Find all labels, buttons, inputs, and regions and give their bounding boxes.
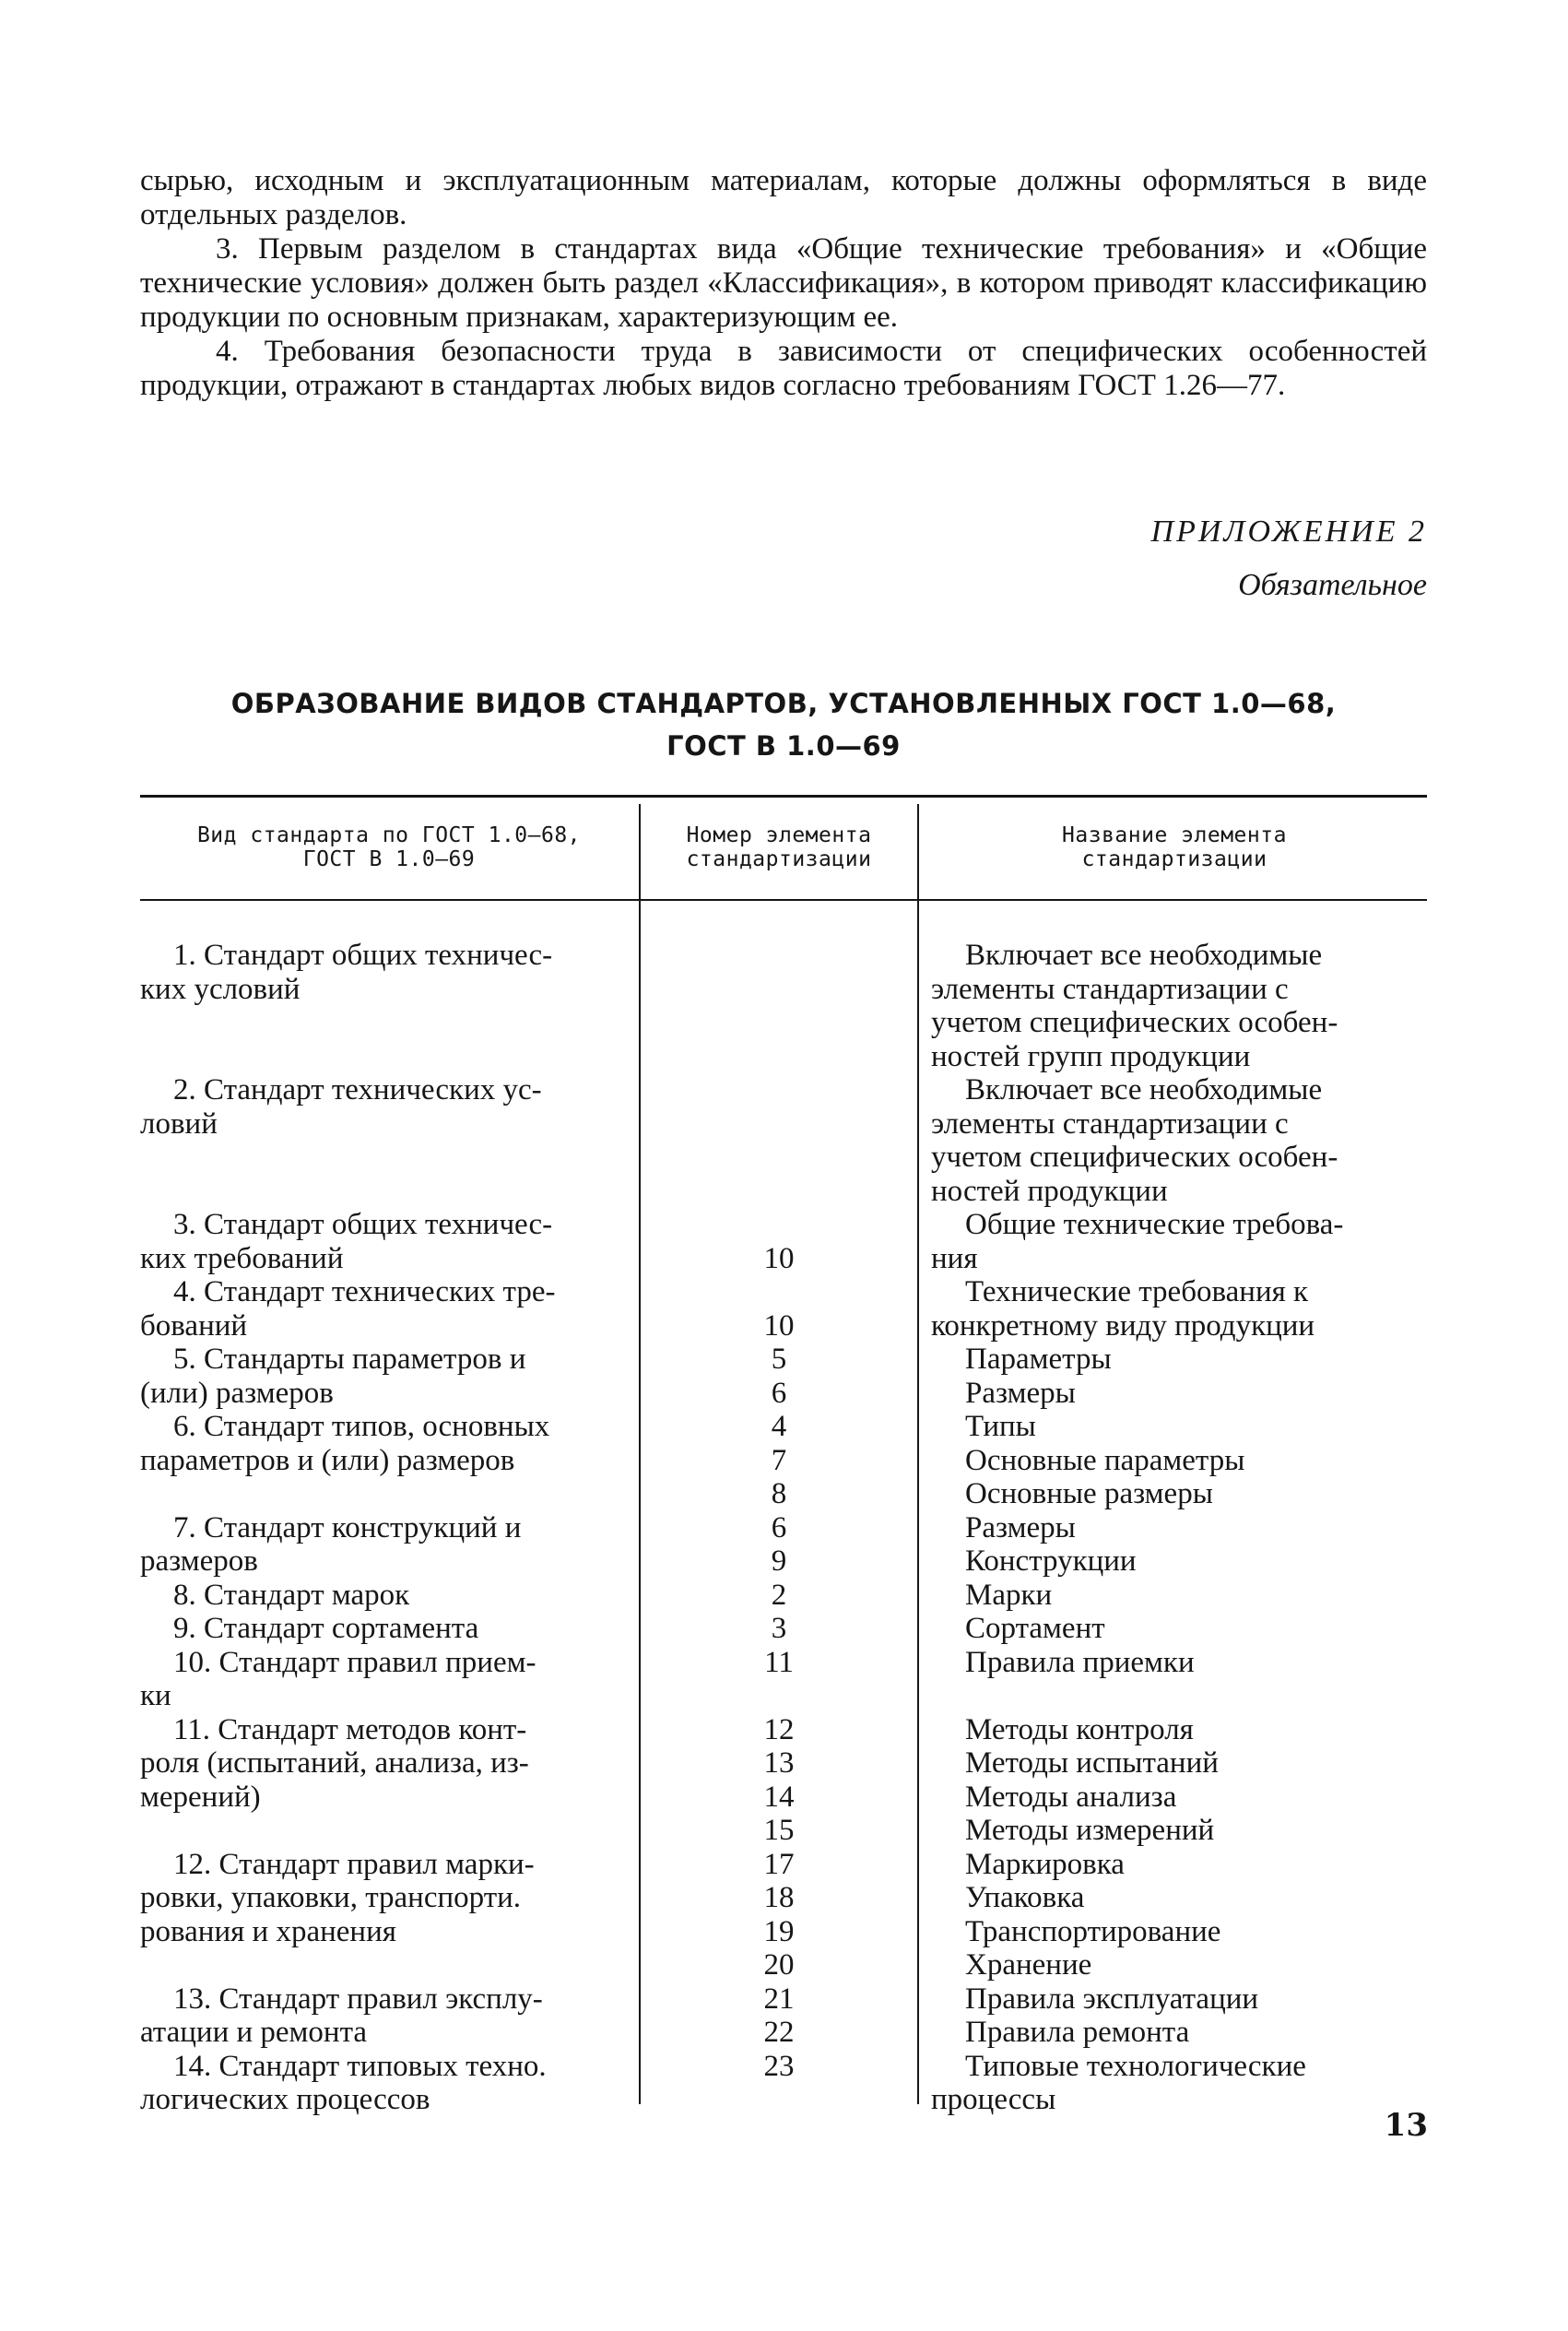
table-cell-kind-line: мерений)	[140, 1780, 261, 1814]
table-cell-name-line: Основные размеры	[965, 1477, 1213, 1510]
table-cell-kind-line	[140, 1175, 629, 1209]
header-number-line-1: Номер элемента	[686, 823, 872, 847]
table-cell-name-line: Методы анализа	[965, 1780, 1177, 1814]
table-cell-number	[645, 1679, 913, 1713]
table-cell-name-line: процессы	[931, 2083, 1056, 2116]
table-cell-number: 4	[771, 1410, 787, 1443]
table-cell-number	[645, 973, 913, 1007]
table-cell-name-line: Методы измерений	[965, 1814, 1215, 1847]
header-number-line-2: стандартизации	[686, 847, 872, 871]
table-cell-number	[645, 1107, 913, 1142]
table-cell-kind-line: 4. Стандарт технических тре-	[173, 1275, 556, 1308]
header-name-line-1: Название элемента	[1062, 823, 1287, 847]
table-cell-kind-line: 14. Стандарт типовых техно.	[173, 2049, 547, 2083]
appendix-status: Обязательное	[1238, 568, 1427, 602]
table-cell-name-line: ностей групп продукции	[931, 1039, 1251, 1073]
table-cell-kind-line: ких требований	[140, 1241, 344, 1275]
table-header-element-number	[643, 823, 915, 871]
table-cell-number: 5	[771, 1343, 787, 1376]
table-column-divider-2	[917, 804, 919, 2104]
table-cell-number	[645, 939, 913, 973]
intro-paragraph-continuation: сырью, исходным и эксплуатационным материалам, которые должны оформляться в виде отдельных разделов.	[140, 164, 1427, 231]
table-cell-kind-line	[140, 1948, 629, 1982]
appendix-heading	[1151, 505, 1427, 612]
table-cell-number: 18	[763, 1881, 795, 1914]
table-cell-number: 6	[771, 1376, 787, 1410]
table-cell-name-line: Сортамент	[965, 1612, 1105, 1645]
header-kind-line-2: ГОСТ В 1.0—69	[302, 847, 476, 871]
appendix-label: ПРИЛОЖЕНИЕ 2	[1150, 515, 1427, 549]
table-cell-name-line: Конструкции	[965, 1544, 1137, 1578]
table-cell-kind-line: логических процессов	[140, 2083, 430, 2116]
table-cell-name-line: Размеры	[965, 1376, 1076, 1410]
table-cell-number: 12	[763, 1712, 795, 1746]
table-cell-number: 7	[771, 1443, 787, 1477]
table-cell-kind-line: рования и хранения	[140, 1914, 396, 1948]
table-cell-name-line: Упаковка	[965, 1881, 1085, 1914]
table-cell-number: 9	[771, 1544, 787, 1578]
table-cell-kind-line: 5. Стандарты параметров и	[173, 1343, 526, 1376]
table-cell-kind-line	[140, 1814, 629, 1848]
table-cell-kind-line: ких условий	[140, 972, 301, 1006]
table-column-divider-1	[639, 804, 641, 2104]
page-number: 13	[1384, 2107, 1428, 2144]
table-cell-kind-line	[140, 1141, 629, 1175]
table-cell-number: 23	[763, 2049, 795, 2083]
section-title-line-1: ОБРАЗОВАНИЕ ВИДОВ СТАНДАРТОВ, УСТАНОВЛЕННЫХ ГОСТ 1.0—68,	[230, 688, 1337, 719]
header-kind-line-1: Вид стандарта по ГОСТ 1.0—68,	[196, 823, 582, 847]
intro-paragraph-3: 3. Первым разделом в стандартах вида «Общие технические требования» и «Общие технические условия» должен быть раздел «Классификация», в котором приводят классификацию продукции по основным признакам, характеризующим ее.	[140, 232, 1427, 334]
table-cell-number: 13	[763, 1746, 795, 1780]
table-cell-name-line: Размеры	[965, 1510, 1076, 1544]
table-cell-name-line: элементы стандартизации с	[931, 972, 1289, 1006]
table-cell-number: 10	[763, 1241, 795, 1275]
table-cell-name-line: Типы	[965, 1410, 1036, 1443]
table-cell-kind-line: (или) размеров	[140, 1376, 334, 1410]
table-cell-kind-line: 7. Стандарт конструкций и	[173, 1510, 522, 1544]
table-cell-kind-line	[140, 1477, 629, 1511]
table-cell-name-line: Маркировка	[965, 1847, 1125, 1881]
table-cell-kind-line: 11. Стандарт методов конт-	[173, 1712, 527, 1746]
table-cell-name-line: элементы стандартизации с	[931, 1106, 1289, 1141]
table-cell-number: 3	[771, 1612, 787, 1645]
table-cell-number	[645, 1040, 913, 1074]
table-cell-kind-line: 9. Стандарт сортамента	[173, 1612, 479, 1645]
table-column-element-name	[931, 939, 1427, 2117]
table-cell-number	[645, 1006, 913, 1040]
table-cell-number: 20	[763, 1948, 795, 1982]
table-cell-kind-line	[140, 1040, 629, 1074]
table-cell-kind-line: параметров и (или) размеров	[140, 1443, 515, 1477]
table-cell-name-line: конкретному виду продукции	[931, 1308, 1315, 1343]
table-cell-kind-line: атации и ремонта	[140, 2016, 368, 2049]
table-cell-number	[645, 1275, 913, 1309]
table-cell-number	[645, 1073, 913, 1107]
table-cell-number	[645, 1208, 913, 1242]
table-cell-kind-line: ловий	[140, 1106, 218, 1141]
table-cell-number: 2	[771, 1578, 787, 1612]
table-cell-name-line	[931, 1679, 1427, 1713]
table-cell-number: 8	[771, 1477, 787, 1510]
header-name-line-2: стандартизации	[1081, 847, 1267, 871]
table-cell-name-line: Включает все необходимые	[965, 1073, 1323, 1106]
table-cell-name-line: ностей продукции	[931, 1174, 1168, 1208]
intro-paragraph-4: 4. Требования безопасности труда в зависимости от специфических особенностей продукции, отражают в стандартах любых видов согласно требованиям ГОСТ 1.26—77.	[140, 335, 1427, 402]
intro-text	[140, 164, 1427, 403]
section-title	[140, 682, 1427, 767]
table-cell-number: 6	[771, 1510, 787, 1544]
table-cell-name-line: Типовые технологические	[965, 2049, 1306, 2083]
table-cell-name-line: Хранение	[965, 1948, 1092, 1982]
table-cell-kind-line	[140, 1006, 629, 1040]
table-cell-name-line: Общие технические требова-	[965, 1208, 1344, 1241]
table-cell-number: 11	[764, 1645, 794, 1679]
table-cell-name-line: Правила приемки	[965, 1645, 1195, 1679]
table-cell-kind-line: роля (испытаний, анализа, из-	[140, 1746, 529, 1780]
table-cell-name-line: ния	[931, 1241, 978, 1275]
table-cell-number: 10	[763, 1308, 795, 1343]
table-cell-name-line: Методы испытаний	[965, 1746, 1219, 1780]
table-cell-kind-line: 8. Стандарт марок	[173, 1578, 410, 1612]
table-cell-kind-line: 13. Стандарт правил эксплу-	[173, 1982, 543, 2016]
table-cell-kind-line: 10. Стандарт правил прием-	[173, 1645, 536, 1679]
table-cell-kind-line: ки	[140, 1679, 171, 1712]
table-cell-number: 22	[763, 2016, 795, 2049]
table-cell-name-line: Включает все необходимые	[965, 939, 1323, 972]
table-cell-number: 21	[763, 1982, 795, 2016]
table-cell-number: 15	[763, 1814, 795, 1847]
table-cell-name-line: учетом специфических особен-	[931, 1006, 1338, 1039]
table-cell-kind-line: 6. Стандарт типов, основных	[173, 1410, 550, 1443]
table-cell-kind-line: размеров	[140, 1544, 258, 1578]
table-cell-name-line: Основные параметры	[965, 1443, 1245, 1477]
table-top-rule	[140, 795, 1427, 798]
table-cell-kind-line: бований	[140, 1308, 248, 1343]
table-cell-number	[645, 1175, 913, 1209]
table-cell-name-line: Правила эксплуатации	[965, 1982, 1259, 2016]
table-header-rule	[140, 899, 1427, 901]
table-cell-number: 14	[763, 1780, 795, 1814]
table-cell-number: 19	[763, 1914, 795, 1948]
table-cell-kind-line: 3. Стандарт общих техничес-	[173, 1208, 553, 1241]
table-column-standard-kind	[140, 939, 629, 2117]
table-header-element-name	[922, 823, 1427, 871]
table-header-kind	[140, 823, 638, 871]
table-cell-name-line: учетом специфических особен-	[931, 1141, 1338, 1174]
table-column-element-number	[645, 939, 913, 2083]
table-cell-name-line: Методы контроля	[965, 1712, 1194, 1746]
table-cell-name-line: Параметры	[965, 1343, 1112, 1376]
table-cell-kind-line: ровки, упаковки, транспорти.	[140, 1881, 522, 1914]
table-cell-name-line: Правила ремонта	[965, 2016, 1190, 2049]
table-cell-name-line: Транспортирование	[965, 1914, 1221, 1948]
table-cell-kind-line: 12. Стандарт правил марки-	[173, 1847, 535, 1881]
table-cell-name-line: Марки	[965, 1578, 1053, 1612]
table-cell-name-line: Технические требования к	[965, 1275, 1309, 1308]
section-title-line-2: ГОСТ В 1.0—69	[666, 730, 901, 762]
table-cell-number: 17	[763, 1847, 795, 1881]
table-cell-kind-line: 2. Стандарт технических ус-	[173, 1073, 542, 1106]
table-cell-kind-line: 1. Стандарт общих техничес-	[173, 939, 553, 972]
table-cell-number	[645, 1141, 913, 1175]
